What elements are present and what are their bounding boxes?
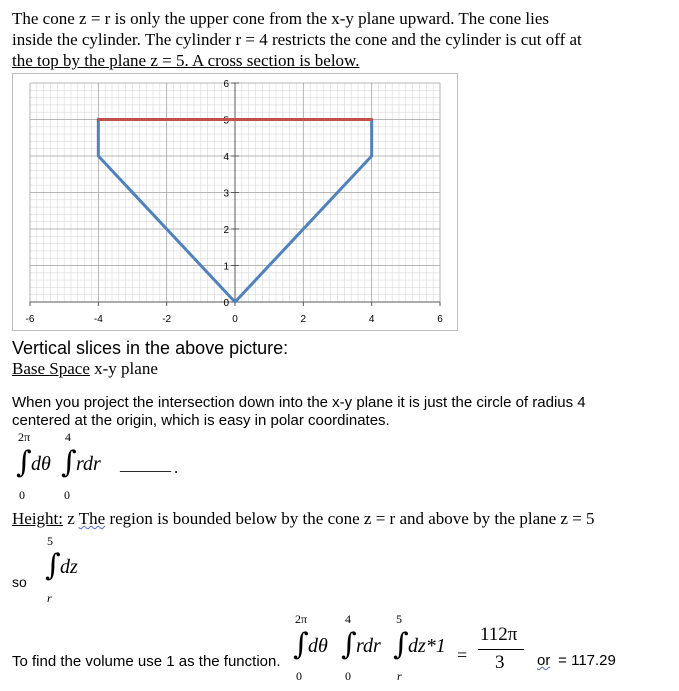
x-tick-label: 2 xyxy=(300,314,307,325)
y-tick-label: 3 xyxy=(223,188,229,200)
projection-line-2: centered at the origin, which is easy in polar coordinates. xyxy=(12,412,390,429)
integral1-dot: . xyxy=(174,458,179,477)
y-tick-label: 1 xyxy=(223,261,229,273)
integral-sign-icon: ∫ xyxy=(16,445,32,480)
slices-heading: Vertical slices in the above picture: xyxy=(12,338,289,358)
volume-lower-1: 0 xyxy=(296,669,302,683)
volume-integral xyxy=(290,612,675,691)
integral-sign-icon: ∫ xyxy=(293,627,309,662)
volume-numerator: 112π xyxy=(480,624,518,645)
volume-d1: dθ xyxy=(308,635,328,657)
integral2-upper: 5 xyxy=(47,534,53,548)
intro-line-1: The cone z = r is only the upper cone from the x-y plane upward. The cone lies xyxy=(12,9,550,28)
intro-paragraph xyxy=(12,8,652,71)
projection-paragraph xyxy=(12,394,662,430)
x-tick-label: 0 xyxy=(232,314,238,325)
volume-text: To find the volume use 1 as the function. xyxy=(12,653,281,670)
integral1-d1: dθ xyxy=(31,453,51,475)
volume-denominator: 3 xyxy=(495,652,505,673)
y-tick-label: 4 xyxy=(223,152,229,163)
x-tick-label: 4 xyxy=(368,314,375,325)
intro-line-2: inside the cylinder. The cylinder r = 4 restricts the cone and the cylinder is cut off at xyxy=(12,30,582,49)
base-space-line xyxy=(12,359,158,379)
x-tick-label: -2 xyxy=(162,314,172,325)
intro-line-3: the top by the plane z = 5. A cross section is below. xyxy=(12,51,360,70)
x-tick-label: -4 xyxy=(93,314,103,325)
y-tick-label: 5 xyxy=(223,115,229,127)
so-label: so xyxy=(12,574,27,590)
y-tick-label: 0 xyxy=(223,298,229,309)
integral1-upper-2: 4 xyxy=(65,430,71,444)
volume-upper-2: 4 xyxy=(345,612,351,626)
integral-sign-icon: ∫ xyxy=(61,445,77,480)
x-tick-label: 6 xyxy=(437,314,443,325)
volume-upper-3: 5 xyxy=(396,612,402,626)
integral1-lower-2: 0 xyxy=(64,488,70,502)
volume-lower-3: r xyxy=(397,669,402,683)
integral2-lower: r xyxy=(47,591,52,605)
integral1-upper-1: 2π xyxy=(18,430,31,444)
height-label: Height: xyxy=(12,509,63,528)
integral1-lower-1: 0 xyxy=(19,488,25,502)
projection-line-1: When you project the intersection down into the x-y plane it is just the circle of radius 4 xyxy=(12,394,586,411)
height-z: z xyxy=(67,509,75,528)
integral2-d: dz xyxy=(60,556,78,578)
base-integral xyxy=(12,430,212,505)
base-space-rest: x-y plane xyxy=(89,359,158,378)
y-tick-label: 2 xyxy=(223,225,229,236)
volume-lower-2: 0 xyxy=(345,669,351,683)
volume-equals: = xyxy=(457,645,468,665)
base-space-label: Base Space xyxy=(12,359,90,378)
volume-upper-1: 2π xyxy=(295,612,308,626)
height-line xyxy=(12,509,595,529)
height-the: The xyxy=(78,509,106,528)
integral-sign-icon: ∫ xyxy=(341,627,357,662)
volume-result: = 117.29 xyxy=(554,652,616,669)
integral1-blank: ______ xyxy=(120,455,171,474)
y-tick-label: 6 xyxy=(223,79,229,90)
integral1-d2: rdr xyxy=(76,453,101,475)
integral-sign-icon: ∫ xyxy=(45,548,61,583)
volume-d3: dz*1 xyxy=(408,635,446,657)
x-tick-label: -6 xyxy=(25,314,35,325)
or-word: or xyxy=(537,652,551,669)
integral-sign-icon: ∫ xyxy=(393,627,409,662)
fraction-bar xyxy=(478,649,524,650)
cross-section-chart xyxy=(12,73,458,331)
height-rest: region is bounded below by the cone z = r and above by the plane z = 5 xyxy=(105,509,595,528)
height-integral xyxy=(12,534,132,604)
volume-d2: rdr xyxy=(356,635,381,657)
